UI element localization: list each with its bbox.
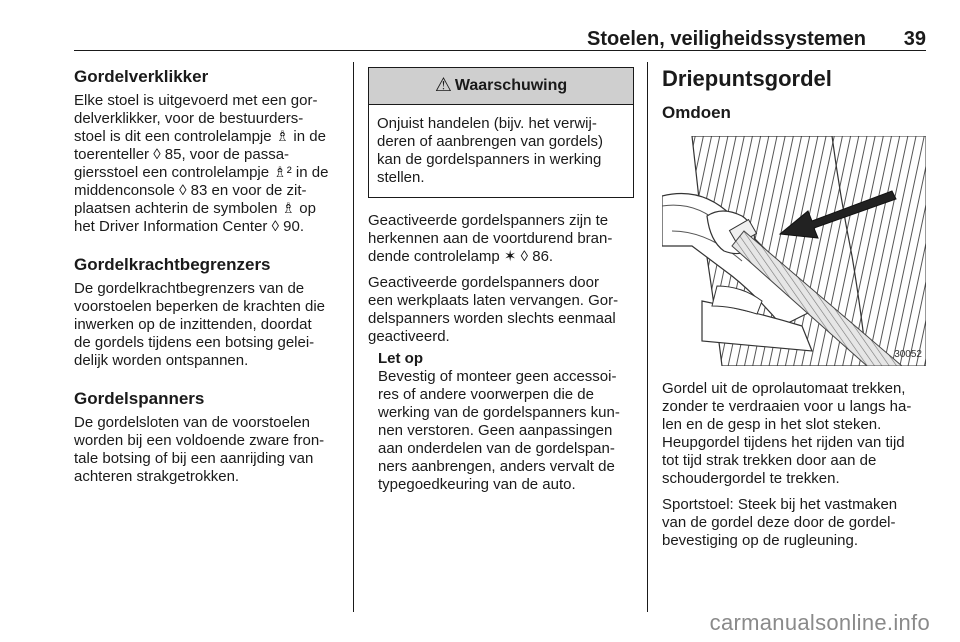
paragraph-herkennen — [368, 212, 634, 266]
text-line: giersstoel een controlelampje ♗² in de — [74, 164, 329, 181]
text-line: tot tijd strak trekken door aan de — [662, 452, 877, 469]
text-line: De gordelkrachtbegrenzers van de — [74, 280, 305, 297]
illustration-code: 30052 — [894, 349, 922, 360]
text-line: middenconsole ◊ 83 en voor de zit- — [74, 182, 307, 199]
warning-header — [369, 68, 633, 105]
warning-title: Waarschuwing — [454, 77, 568, 94]
warning-icon: ⚠ — [434, 75, 452, 96]
text-line: nen verstoren. Geen aanpassingen — [378, 422, 613, 439]
note-block — [368, 350, 634, 494]
text-line: deren of aanbrengen van gordels) — [377, 133, 603, 150]
text-line: tale botsing of bij een aanrijding van — [74, 450, 314, 467]
seatbelt-drawing — [662, 136, 926, 366]
text-line: worden bij een voldoende zware fron- — [74, 432, 325, 449]
note-title: Let op — [378, 350, 423, 367]
text-line: stellen. — [377, 169, 425, 186]
seatbelt-illustration — [662, 136, 926, 366]
heading-gordelspanners: Gordelspanners — [74, 389, 205, 408]
text-line: typegoedkeuring van de auto. — [378, 476, 576, 493]
text-line: bevestiging op de rugleuning. — [662, 532, 858, 549]
text-line: delverklikker, voor de bestuurders- — [74, 110, 304, 127]
text-line: achteren strakgetrokken. — [74, 468, 240, 485]
paragraph-gordelspanners — [74, 414, 340, 486]
paragraph-gordelkrachtbegrenzers — [74, 280, 340, 370]
text-line: Onjuist handelen (bijv. het verwij- — [377, 115, 597, 132]
text-line: een werkplaats laten vervangen. Gor- — [368, 292, 619, 309]
text-line: schoudergordel te trekken. — [662, 470, 840, 487]
text-line: De gordelsloten van de voorstoelen — [74, 414, 310, 431]
text-line: plaatsen achterin de symbolen ♗ op — [74, 200, 316, 217]
heading-omdoen: Omdoen — [662, 103, 731, 122]
text-line: inwerken op de inzittenden, doordat — [74, 316, 312, 333]
text-line: voorstoelen beperken de krachten die — [74, 298, 326, 315]
text-line: herkennen aan de voortdurend bran- — [368, 230, 613, 247]
text-line: dende controlelamp ✶ ◊ 86. — [368, 248, 554, 265]
text-line: Sportstoel: Steek bij het vastmaken — [662, 496, 898, 513]
text-line: Geactiveerde gordelspanners zijn te — [368, 212, 609, 229]
text-line: ners aanbrengen, anders vervalt de — [378, 458, 615, 475]
text-line: delijk worden ontspannen. — [74, 352, 249, 369]
page-header — [74, 28, 926, 50]
heading-gordelverklikker: Gordelverklikker — [74, 67, 209, 86]
text-line: Elke stoel is uitgevoerd met een gor- — [74, 92, 318, 109]
paragraph-instructie — [662, 380, 926, 488]
text-line: delspanners worden slechts eenmaal — [368, 310, 616, 327]
column-1 — [74, 62, 340, 486]
column-2 — [368, 62, 634, 494]
column-3 — [662, 62, 926, 550]
text-line: zonder te verdraaien voor u langs ha- — [662, 398, 912, 415]
text-line: Bevestig of monteer geen accessoi- — [378, 368, 617, 385]
text-line: de gordels tijdens een botsing gelei- — [74, 334, 315, 351]
section-title: Stoelen, veiligheidssystemen — [587, 28, 866, 50]
column-divider-2 — [647, 62, 648, 612]
text-line: aan onderdelen van de gordelspan- — [378, 440, 615, 457]
text-line: Geactiveerde gordelspanners door — [368, 274, 599, 291]
heading-driepuntsgordel: Driepuntsgordel — [662, 66, 832, 91]
text-line: len en de gesp in het slot steken. — [662, 416, 882, 433]
page-number: 39 — [903, 28, 926, 50]
paragraph-gordelverklikker — [74, 92, 340, 236]
heading-gordelkrachtbegrenzers: Gordelkrachtbegrenzers — [74, 255, 271, 274]
text-line: res of andere voorwerpen die de — [378, 386, 594, 403]
text-line: van de gordel deze door de gordel- — [662, 514, 896, 531]
text-line: toerenteller ◊ 85, voor de passa- — [74, 146, 290, 163]
paragraph-vervangen — [368, 274, 634, 346]
watermark: carmanualsonline.info — [709, 610, 930, 635]
text-line: werking van de gordelspanners kun- — [378, 404, 620, 421]
text-line: stoel is dit een controlelampje ♗ in de — [74, 128, 326, 145]
warning-box — [368, 67, 634, 198]
text-line: kan de gordelspanners in werking — [377, 151, 602, 168]
text-line: geactiveerd. — [368, 328, 450, 345]
header-divider — [74, 50, 926, 51]
warning-body — [369, 105, 633, 197]
paragraph-sportstoel — [662, 496, 926, 550]
text-line: Gordel uit de oprolautomaat trekken, — [662, 380, 906, 397]
text-line: Heupgordel tijdens het rijden van tijd — [662, 434, 905, 451]
text-line: het Driver Information Center ◊ 90. — [74, 218, 305, 235]
column-divider-1 — [353, 62, 354, 612]
